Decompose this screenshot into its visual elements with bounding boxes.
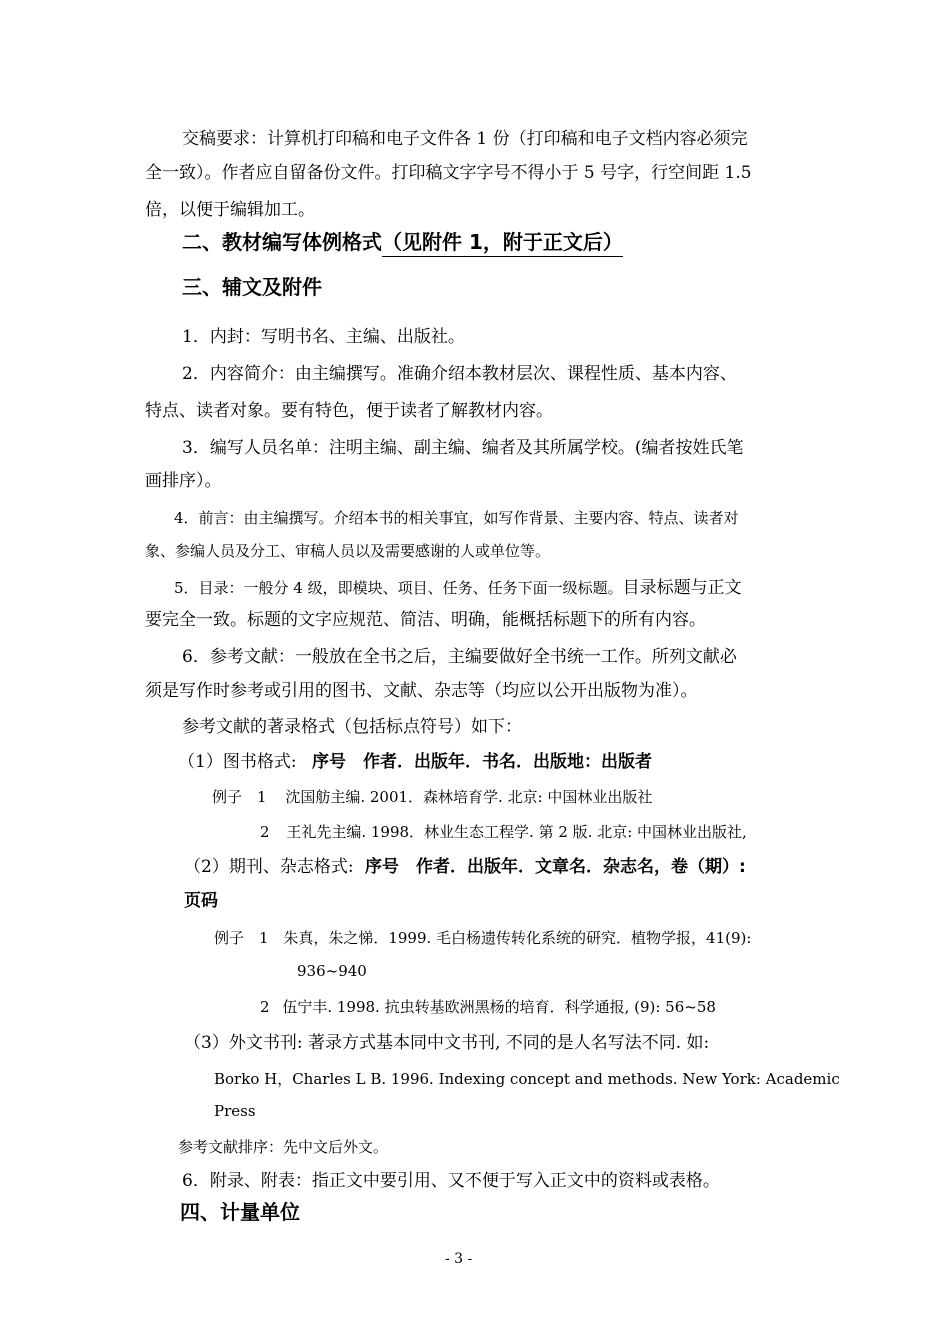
section-heading-2-note: （见附件 1，附于正文后） (382, 230, 623, 257)
submission-requirements-line-2: 全一致）。作者应自留备份文件。打印稿文字字号不得小于 5 号字，行空间距 1.5 (145, 163, 752, 183)
item-3-line-2: 画排序）。 (145, 471, 222, 491)
foreign-format-line: （3）外文书刊: 著录方式基本同中文书刊, 不同的是人名写法不同. 如: (184, 1033, 710, 1053)
book-example-1-text: 沈国舫主编. 2001．森林培育学. 北京: 中国林业出版社 (285, 788, 653, 806)
book-format-pattern: 序号 作者．出版年．书名．出版地：出版者 (311, 752, 652, 772)
section-heading-4: 四、计量单位 (180, 1200, 300, 1224)
journal-example-1-pages: 936~940 (297, 962, 367, 980)
journal-example-2 (260, 996, 716, 1017)
item-5-line-1-part-b: 目录标题与正文 (622, 578, 742, 598)
section-heading-3: 三、辅文及附件 (182, 275, 322, 299)
journal-example-2-text: 伍宁丰. 1998. 抗虫转基欧洲黑杨的培育．科学通报, (9): 56~58 (282, 998, 716, 1016)
journal-example-1-text: 朱真，朱之悌．1999. 毛白杨遗传转化系统的研究．植物学报，41(9): (283, 929, 752, 947)
book-format-label: （1）图书格式: (178, 752, 297, 772)
journal-format-line (184, 852, 746, 877)
item-5-line-1-part-a: 5．目录：一般分 4 级，即模块、项目、任务、任务下面一级标题。 (174, 579, 623, 597)
item-3-line-1: 3．编写人员名单：注明主编、副主编、编者及其所属学校。(编者按姓氏笔 (182, 438, 744, 458)
book-format-line (178, 747, 652, 772)
book-example-1 (212, 786, 652, 807)
submission-requirements-line-3: 倍，以便于编辑加工。 (145, 200, 315, 220)
book-example-2-number: 2 (260, 823, 270, 841)
section-heading-2-title: 二、教材编写体例格式 (182, 230, 382, 254)
book-example-label: 例子 1 (212, 788, 267, 806)
page-number: - 3 - (445, 1251, 473, 1267)
item-6-line-1: 6．参考文献：一般放在全书之后，主编要做好全书统一工作。所列文献必 (182, 647, 737, 667)
book-example-2-text: 王礼先主编. 1998．林业生态工程学. 第 2 版. 北京: 中国林业出版社, (286, 823, 747, 841)
item-4-line-1: 4．前言：由主编撰写。介绍本书的相关事宜，如写作背景、主要内容、特点、读者对 (174, 509, 739, 527)
item-4-line-2: 象、参编人员及分工、审稿人员以及需要感谢的人或单位等。 (145, 542, 551, 560)
journal-format-pattern: 序号 作者．出版年．文章名．杂志名，卷（期）: (364, 857, 746, 877)
foreign-example-line-2: Press (214, 1102, 256, 1120)
item-6-line-2: 须是写作时参考或引用的图书、文献、杂志等（均应以公开出版物为准）。 (145, 681, 698, 701)
reference-format-intro: 参考文献的著录格式（包括标点符号）如下： (182, 717, 522, 737)
journal-example-label: 例子 1 (214, 929, 269, 947)
journal-format-continuation: 页码 (184, 891, 218, 911)
item-5-line-1 (174, 573, 742, 598)
item-appendix: 6．附录、附表：指正文中要引用、又不便于写入正文中的资料或表格。 (182, 1171, 720, 1191)
journal-example-2-number: 2 (260, 998, 270, 1016)
foreign-example-line-1: Borko H，Charles L B. 1996. Indexing concept and methods. New York: Academic (214, 1070, 840, 1088)
journal-example-1 (214, 927, 751, 948)
reference-order: 参考文献排序：先中文后外文。 (178, 1138, 389, 1156)
item-1-inner-cover: 1．内封：写明书名、主编、出版社。 (182, 327, 465, 347)
item-5-line-2: 要完全一致。标题的文字应规范、简洁、明确，能概括标题下的所有内容。 (145, 610, 706, 630)
section-heading-2 (182, 226, 623, 255)
item-2-line-1: 2．内容简介：由主编撰写。准确介绍本教材层次、课程性质、基本内容、 (182, 364, 737, 384)
book-example-2 (260, 821, 747, 842)
submission-requirements-line-1: 交稿要求：计算机打印稿和电子文件各 1 份（打印稿和电子文档内容必须完 (182, 129, 748, 149)
item-2-line-2: 特点、读者对象。要有特色，便于读者了解教材内容。 (145, 401, 553, 421)
journal-format-label: （2）期刊、杂志格式: (184, 857, 354, 877)
